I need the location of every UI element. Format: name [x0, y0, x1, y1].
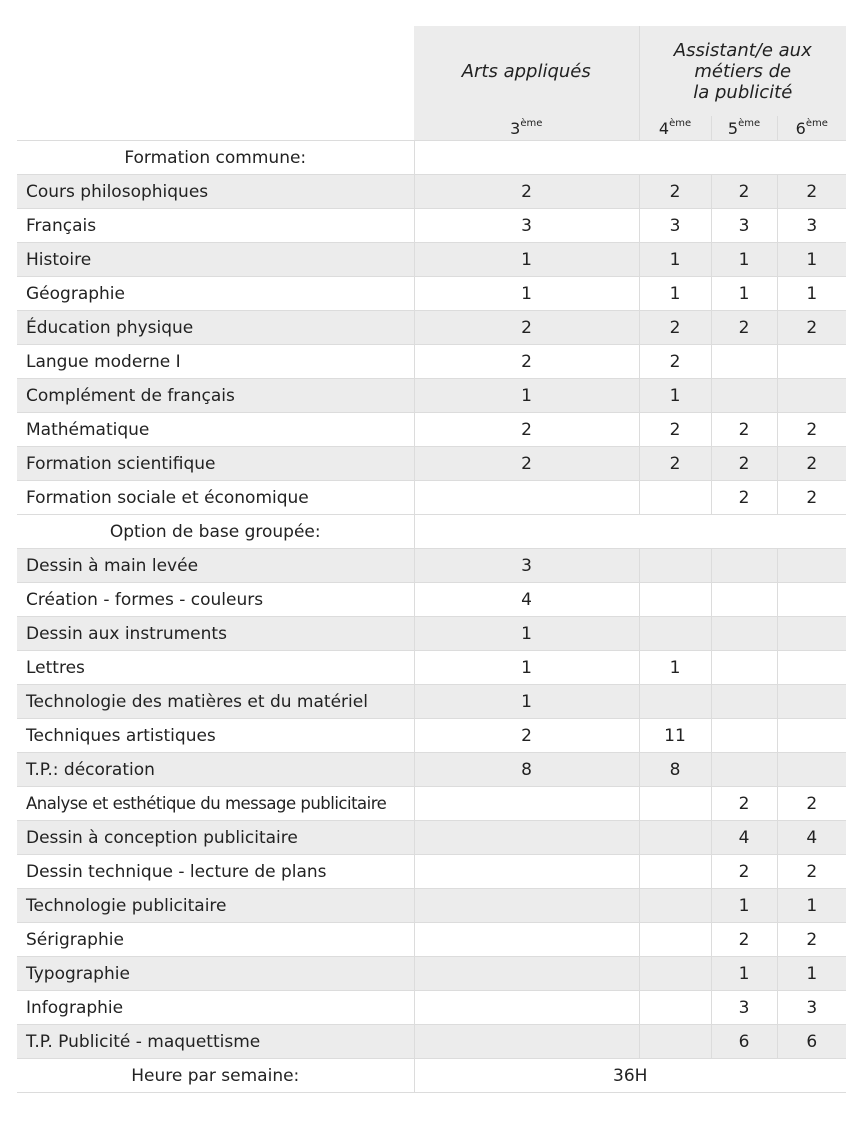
- hours-6eme-cell: 2: [777, 413, 846, 447]
- subject-cell: Cours philosophiques: [17, 175, 414, 209]
- table-row: [17, 243, 846, 277]
- publicite-title-line-1: Assistant/e aux: [673, 39, 812, 61]
- subject-cell: Dessin technique - lecture de plans: [17, 855, 414, 889]
- hours-4eme-cell: 11: [639, 719, 711, 753]
- hours-3eme-cell: 1: [414, 243, 639, 277]
- hours-4eme-cell: 1: [639, 243, 711, 277]
- hours-6eme-cell: 3: [777, 991, 846, 1025]
- hours-5eme-cell: [711, 379, 777, 413]
- subject-cell: Formation sociale et économique: [17, 481, 414, 515]
- hours-3eme-cell: 1: [414, 617, 639, 651]
- year-5-suffix: ème: [738, 118, 761, 130]
- hours-4eme-cell: [639, 855, 711, 889]
- subject-cell: Lettres: [17, 651, 414, 685]
- table-row: [17, 379, 846, 413]
- table-row: [17, 345, 846, 379]
- year-3-header: [414, 116, 639, 141]
- hours-3eme-cell: [414, 855, 639, 889]
- hours-6eme-cell: [777, 617, 846, 651]
- hours-4eme-cell: [639, 821, 711, 855]
- table-row: [17, 787, 846, 821]
- hours-4eme-cell: 8: [639, 753, 711, 787]
- hours-3eme-cell: [414, 787, 639, 821]
- subject-cell: Analyse et esthétique du message publicitaire: [17, 787, 414, 821]
- hours-5eme-cell: 2: [711, 481, 777, 515]
- subject-cell: Technologie publicitaire: [17, 889, 414, 923]
- subject-cell: Éducation physique: [17, 311, 414, 345]
- hours-4eme-cell: 2: [639, 447, 711, 481]
- hours-5eme-cell: [711, 719, 777, 753]
- hours-6eme-cell: [777, 345, 846, 379]
- hours-6eme-cell: 2: [777, 447, 846, 481]
- hours-4eme-cell: [639, 787, 711, 821]
- header-row: [17, 26, 846, 116]
- hours-3eme-cell: 1: [414, 277, 639, 311]
- arts-appliques-title: Arts appliqués: [461, 60, 591, 82]
- hours-5eme-cell: [711, 753, 777, 787]
- hours-5eme-cell: 2: [711, 175, 777, 209]
- total-row: [17, 1059, 846, 1093]
- hours-4eme-cell: 2: [639, 413, 711, 447]
- hours-5eme-cell: [711, 617, 777, 651]
- table-row: [17, 1025, 846, 1059]
- table-row: [17, 957, 846, 991]
- hours-5eme-cell: 3: [711, 991, 777, 1025]
- subject-cell: Français: [17, 209, 414, 243]
- hours-6eme-cell: 4: [777, 821, 846, 855]
- section-row-option: [17, 515, 846, 549]
- hours-4eme-cell: [639, 957, 711, 991]
- year-4-number: 4: [658, 118, 670, 138]
- subject-cell: Géographie: [17, 277, 414, 311]
- table-row: [17, 209, 846, 243]
- total-label: Heure par semaine:: [17, 1059, 414, 1093]
- hours-3eme-cell: 8: [414, 753, 639, 787]
- hours-5eme-cell: 4: [711, 821, 777, 855]
- hours-6eme-cell: 2: [777, 175, 846, 209]
- hours-5eme-cell: [711, 345, 777, 379]
- year-3-number: 3: [510, 118, 521, 138]
- hours-6eme-cell: 2: [777, 787, 846, 821]
- subject-cell: Sérigraphie: [17, 923, 414, 957]
- hours-3eme-cell: 3: [414, 549, 639, 583]
- hours-5eme-cell: 2: [711, 787, 777, 821]
- hours-3eme-cell: 2: [414, 447, 639, 481]
- subject-cell: Création - formes - couleurs: [17, 583, 414, 617]
- hours-6eme-cell: 6: [777, 1025, 846, 1059]
- table-row: [17, 617, 846, 651]
- hours-6eme-cell: 2: [777, 481, 846, 515]
- subject-cell: Dessin à conception publicitaire: [17, 821, 414, 855]
- hours-6eme-cell: [777, 719, 846, 753]
- subject-cell: Infographie: [17, 991, 414, 1025]
- hours-6eme-cell: [777, 549, 846, 583]
- hours-5eme-cell: [711, 651, 777, 685]
- hours-4eme-cell: [639, 617, 711, 651]
- hours-3eme-cell: [414, 991, 639, 1025]
- hours-5eme-cell: 1: [711, 957, 777, 991]
- subject-cell: T.P.: décoration: [17, 753, 414, 787]
- hours-3eme-cell: 1: [414, 685, 639, 719]
- course-hours-table: [17, 26, 846, 1093]
- hours-4eme-cell: [639, 889, 711, 923]
- hours-5eme-cell: 2: [711, 855, 777, 889]
- hours-6eme-cell: [777, 753, 846, 787]
- hours-4eme-cell: 2: [639, 175, 711, 209]
- table-row: [17, 753, 846, 787]
- table-row: [17, 889, 846, 923]
- hours-5eme-cell: 1: [711, 243, 777, 277]
- subject-cell: Mathématique: [17, 413, 414, 447]
- hours-5eme-cell: [711, 583, 777, 617]
- hours-5eme-cell: 1: [711, 889, 777, 923]
- hours-4eme-cell: 1: [639, 651, 711, 685]
- hours-6eme-cell: 1: [777, 243, 846, 277]
- section-blank-common: [414, 141, 846, 175]
- publicite-header: [639, 26, 846, 116]
- hours-6eme-cell: [777, 583, 846, 617]
- table-row: [17, 923, 846, 957]
- year-6-number: 6: [795, 118, 806, 138]
- hours-3eme-cell: [414, 889, 639, 923]
- hours-5eme-cell: [711, 549, 777, 583]
- hours-3eme-cell: 2: [414, 175, 639, 209]
- section-label-common: Formation commune:: [17, 141, 414, 175]
- hours-3eme-cell: 2: [414, 413, 639, 447]
- table-row: [17, 651, 846, 685]
- hours-4eme-cell: [639, 685, 711, 719]
- subject-cell: Histoire: [17, 243, 414, 277]
- table-row: [17, 855, 846, 889]
- subject-cell: Dessin aux instruments: [17, 617, 414, 651]
- table-row: [17, 549, 846, 583]
- year-4-header: [639, 116, 711, 141]
- hours-6eme-cell: [777, 379, 846, 413]
- total-value: 36H: [414, 1059, 846, 1093]
- hours-3eme-cell: [414, 923, 639, 957]
- hours-4eme-cell: [639, 991, 711, 1025]
- hours-6eme-cell: 3: [777, 209, 846, 243]
- table-row: [17, 277, 846, 311]
- publicite-title-line-3: la publicité: [693, 81, 793, 103]
- hours-3eme-cell: 4: [414, 583, 639, 617]
- hours-4eme-cell: 1: [639, 379, 711, 413]
- hours-5eme-cell: 1: [711, 277, 777, 311]
- arts-appliques-header: [414, 26, 639, 116]
- year-5-number: 5: [727, 118, 739, 138]
- hours-4eme-cell: [639, 1025, 711, 1059]
- year-5-header: [711, 116, 777, 141]
- hours-5eme-cell: 2: [711, 447, 777, 481]
- hours-6eme-cell: 2: [777, 311, 846, 345]
- hours-5eme-cell: 2: [711, 413, 777, 447]
- subject-cell: Techniques artistiques: [17, 719, 414, 753]
- hours-3eme-cell: [414, 1025, 639, 1059]
- hours-3eme-cell: 2: [414, 345, 639, 379]
- hours-5eme-cell: 2: [711, 923, 777, 957]
- publicite-title-line-2: métiers de: [694, 60, 792, 82]
- hours-5eme-cell: 6: [711, 1025, 777, 1059]
- table-row: [17, 821, 846, 855]
- hours-3eme-cell: [414, 957, 639, 991]
- year-6-header: [777, 116, 846, 141]
- hours-4eme-cell: 3: [639, 209, 711, 243]
- hours-6eme-cell: 1: [777, 957, 846, 991]
- table-row: [17, 175, 846, 209]
- header-blank-cell: [17, 26, 414, 116]
- table-row: [17, 481, 846, 515]
- table-row: [17, 413, 846, 447]
- section-blank-option: [414, 515, 846, 549]
- hours-3eme-cell: [414, 481, 639, 515]
- hours-4eme-cell: [639, 923, 711, 957]
- hours-5eme-cell: 2: [711, 311, 777, 345]
- hours-6eme-cell: 2: [777, 855, 846, 889]
- hours-3eme-cell: [414, 821, 639, 855]
- subject-cell: Dessin à main levée: [17, 549, 414, 583]
- hours-3eme-cell: 1: [414, 651, 639, 685]
- table-row: [17, 447, 846, 481]
- subject-cell: Technologie des matières et du matériel: [17, 685, 414, 719]
- subject-cell: Langue moderne I: [17, 345, 414, 379]
- table-row: [17, 685, 846, 719]
- hours-4eme-cell: [639, 481, 711, 515]
- hours-6eme-cell: [777, 685, 846, 719]
- year-4-suffix: ème: [669, 118, 692, 130]
- year-header-blank-cell: [17, 116, 414, 141]
- section-row-common: [17, 141, 846, 175]
- hours-5eme-cell: [711, 685, 777, 719]
- subject-cell: Formation scientifique: [17, 447, 414, 481]
- hours-4eme-cell: 1: [639, 277, 711, 311]
- table-row: [17, 583, 846, 617]
- hours-4eme-cell: [639, 549, 711, 583]
- subject-cell: Typographie: [17, 957, 414, 991]
- subject-cell: T.P. Publicité - maquettisme: [17, 1025, 414, 1059]
- table-row: [17, 991, 846, 1025]
- table-row: [17, 719, 846, 753]
- hours-6eme-cell: 2: [777, 923, 846, 957]
- hours-4eme-cell: 2: [639, 311, 711, 345]
- year-6-suffix: ème: [805, 118, 828, 130]
- hours-4eme-cell: 2: [639, 345, 711, 379]
- section-label-option: Option de base groupée:: [17, 515, 414, 549]
- year-header-row: [17, 116, 846, 141]
- hours-6eme-cell: 1: [777, 889, 846, 923]
- hours-4eme-cell: [639, 583, 711, 617]
- table-row: [17, 311, 846, 345]
- hours-3eme-cell: 2: [414, 311, 639, 345]
- subject-cell: Complément de français: [17, 379, 414, 413]
- hours-6eme-cell: [777, 651, 846, 685]
- year-3-suffix: ème: [520, 118, 543, 130]
- timetable-sheet: [17, 26, 846, 1093]
- hours-3eme-cell: 2: [414, 719, 639, 753]
- hours-5eme-cell: 3: [711, 209, 777, 243]
- hours-6eme-cell: 1: [777, 277, 846, 311]
- hours-3eme-cell: 3: [414, 209, 639, 243]
- hours-3eme-cell: 1: [414, 379, 639, 413]
